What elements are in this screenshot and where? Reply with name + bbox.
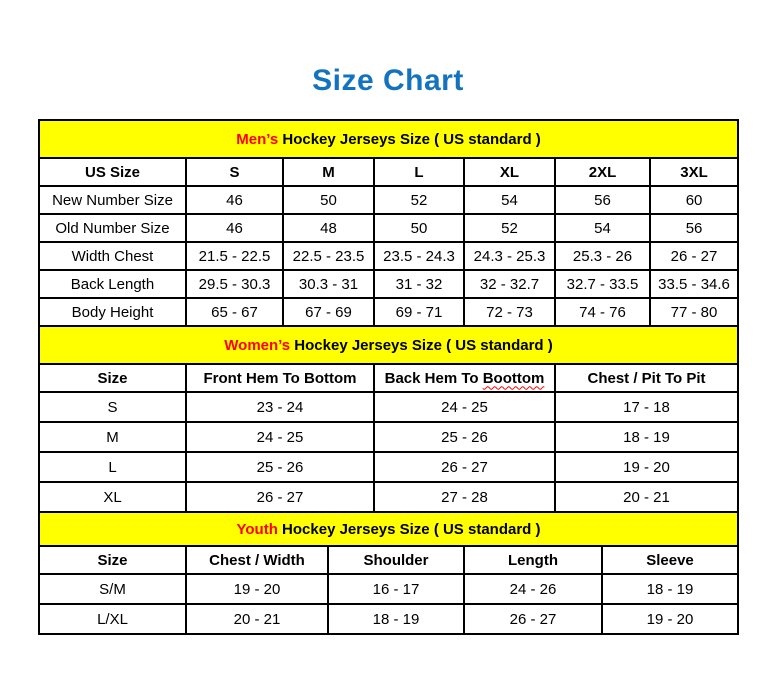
womens-banner xyxy=(39,326,738,364)
youth-banner-highlight: Youth xyxy=(236,520,278,538)
cell: 33.5 - 34.6 xyxy=(650,270,738,298)
youth-banner-text: Hockey Jerseys Size ( US standard ) xyxy=(277,520,541,538)
cell: 26 - 27 xyxy=(464,604,602,634)
mens-header-row xyxy=(39,158,738,186)
cell: 50 xyxy=(374,214,464,242)
col-header: Chest / Pit To Pit xyxy=(555,364,738,392)
youth-size-table xyxy=(38,511,739,635)
col-header-text: Back Hem To xyxy=(384,369,483,387)
size-chart xyxy=(38,119,737,635)
cell: 16 - 17 xyxy=(328,574,464,604)
womens-banner-highlight: Women’s xyxy=(224,336,291,354)
col-header: 2XL xyxy=(555,158,650,186)
row-label: M xyxy=(39,422,186,452)
row-label: S xyxy=(39,392,186,422)
cell: 24.3 - 25.3 xyxy=(464,242,555,270)
mens-banner-row xyxy=(39,120,738,158)
cell: 24 - 25 xyxy=(186,422,374,452)
row-label: New Number Size xyxy=(39,186,186,214)
cell: 23 - 24 xyxy=(186,392,374,422)
table-row xyxy=(39,422,738,452)
cell: 19 - 20 xyxy=(602,604,738,634)
youth-banner xyxy=(39,512,738,546)
col-header xyxy=(374,364,555,392)
cell: 26 - 27 xyxy=(650,242,738,270)
col-header: Shoulder xyxy=(328,546,464,574)
cell: 52 xyxy=(464,214,555,242)
cell: 56 xyxy=(555,186,650,214)
cell: 32 - 32.7 xyxy=(464,270,555,298)
cell: 72 - 73 xyxy=(464,298,555,326)
col-header: Sleeve xyxy=(602,546,738,574)
row-label: S/M xyxy=(39,574,186,604)
cell: 65 - 67 xyxy=(186,298,283,326)
cell: 23.5 - 24.3 xyxy=(374,242,464,270)
table-row xyxy=(39,298,738,326)
cell: 74 - 76 xyxy=(555,298,650,326)
table-row xyxy=(39,186,738,214)
youth-banner-row xyxy=(39,512,738,546)
cell: 25.3 - 26 xyxy=(555,242,650,270)
cell: 46 xyxy=(186,214,283,242)
col-header: Size xyxy=(39,546,186,574)
cell: 60 xyxy=(650,186,738,214)
row-label: Body Height xyxy=(39,298,186,326)
cell: 18 - 19 xyxy=(602,574,738,604)
table-row xyxy=(39,242,738,270)
col-header: US Size xyxy=(39,158,186,186)
row-label: L xyxy=(39,452,186,482)
cell: 77 - 80 xyxy=(650,298,738,326)
row-label: Old Number Size xyxy=(39,214,186,242)
cell: 26 - 27 xyxy=(186,482,374,512)
womens-banner-row xyxy=(39,326,738,364)
col-header: L xyxy=(374,158,464,186)
col-header: Front Hem To Bottom xyxy=(186,364,374,392)
col-header: Chest / Width xyxy=(186,546,328,574)
mens-banner-highlight: Men’s xyxy=(236,130,279,148)
womens-size-table xyxy=(38,325,739,513)
youth-header-row xyxy=(39,546,738,574)
table-row xyxy=(39,452,738,482)
cell: 24 - 26 xyxy=(464,574,602,604)
cell: 31 - 32 xyxy=(374,270,464,298)
row-label: Back Length xyxy=(39,270,186,298)
table-row xyxy=(39,392,738,422)
cell: 22.5 - 23.5 xyxy=(283,242,374,270)
mens-size-table xyxy=(38,119,739,327)
cell: 26 - 27 xyxy=(374,452,555,482)
cell: 67 - 69 xyxy=(283,298,374,326)
cell: 18 - 19 xyxy=(555,422,738,452)
table-row xyxy=(39,270,738,298)
cell: 20 - 21 xyxy=(555,482,738,512)
cell: 48 xyxy=(283,214,374,242)
col-header: M xyxy=(283,158,374,186)
cell: 32.7 - 33.5 xyxy=(555,270,650,298)
cell: 27 - 28 xyxy=(374,482,555,512)
row-label: XL xyxy=(39,482,186,512)
row-label: L/XL xyxy=(39,604,186,634)
mens-banner xyxy=(39,120,738,158)
page-title: Size Chart xyxy=(312,64,464,97)
cell: 29.5 - 30.3 xyxy=(186,270,283,298)
cell: 21.5 - 22.5 xyxy=(186,242,283,270)
womens-header-row xyxy=(39,364,738,392)
col-header: Size xyxy=(39,364,186,392)
cell: 30.3 - 31 xyxy=(283,270,374,298)
table-row xyxy=(39,482,738,512)
col-header: Length xyxy=(464,546,602,574)
mens-banner-text: Hockey Jerseys Size ( US standard ) xyxy=(278,130,541,148)
cell: 25 - 26 xyxy=(186,452,374,482)
cell: 54 xyxy=(464,186,555,214)
cell: 24 - 25 xyxy=(374,392,555,422)
cell: 46 xyxy=(186,186,283,214)
table-row xyxy=(39,574,738,604)
row-label: Width Chest xyxy=(39,242,186,270)
cell: 25 - 26 xyxy=(374,422,555,452)
cell: 18 - 19 xyxy=(328,604,464,634)
col-header: 3XL xyxy=(650,158,738,186)
cell: 54 xyxy=(555,214,650,242)
womens-banner-text: Hockey Jerseys Size ( US standard ) xyxy=(290,336,553,354)
cell: 19 - 20 xyxy=(186,574,328,604)
cell: 69 - 71 xyxy=(374,298,464,326)
misspelled-word: Boottom xyxy=(482,369,545,387)
cell: 56 xyxy=(650,214,738,242)
col-header: XL xyxy=(464,158,555,186)
col-header: S xyxy=(186,158,283,186)
table-row xyxy=(39,214,738,242)
table-row xyxy=(39,604,738,634)
cell: 19 - 20 xyxy=(555,452,738,482)
cell: 17 - 18 xyxy=(555,392,738,422)
cell: 20 - 21 xyxy=(186,604,328,634)
cell: 52 xyxy=(374,186,464,214)
cell: 50 xyxy=(283,186,374,214)
